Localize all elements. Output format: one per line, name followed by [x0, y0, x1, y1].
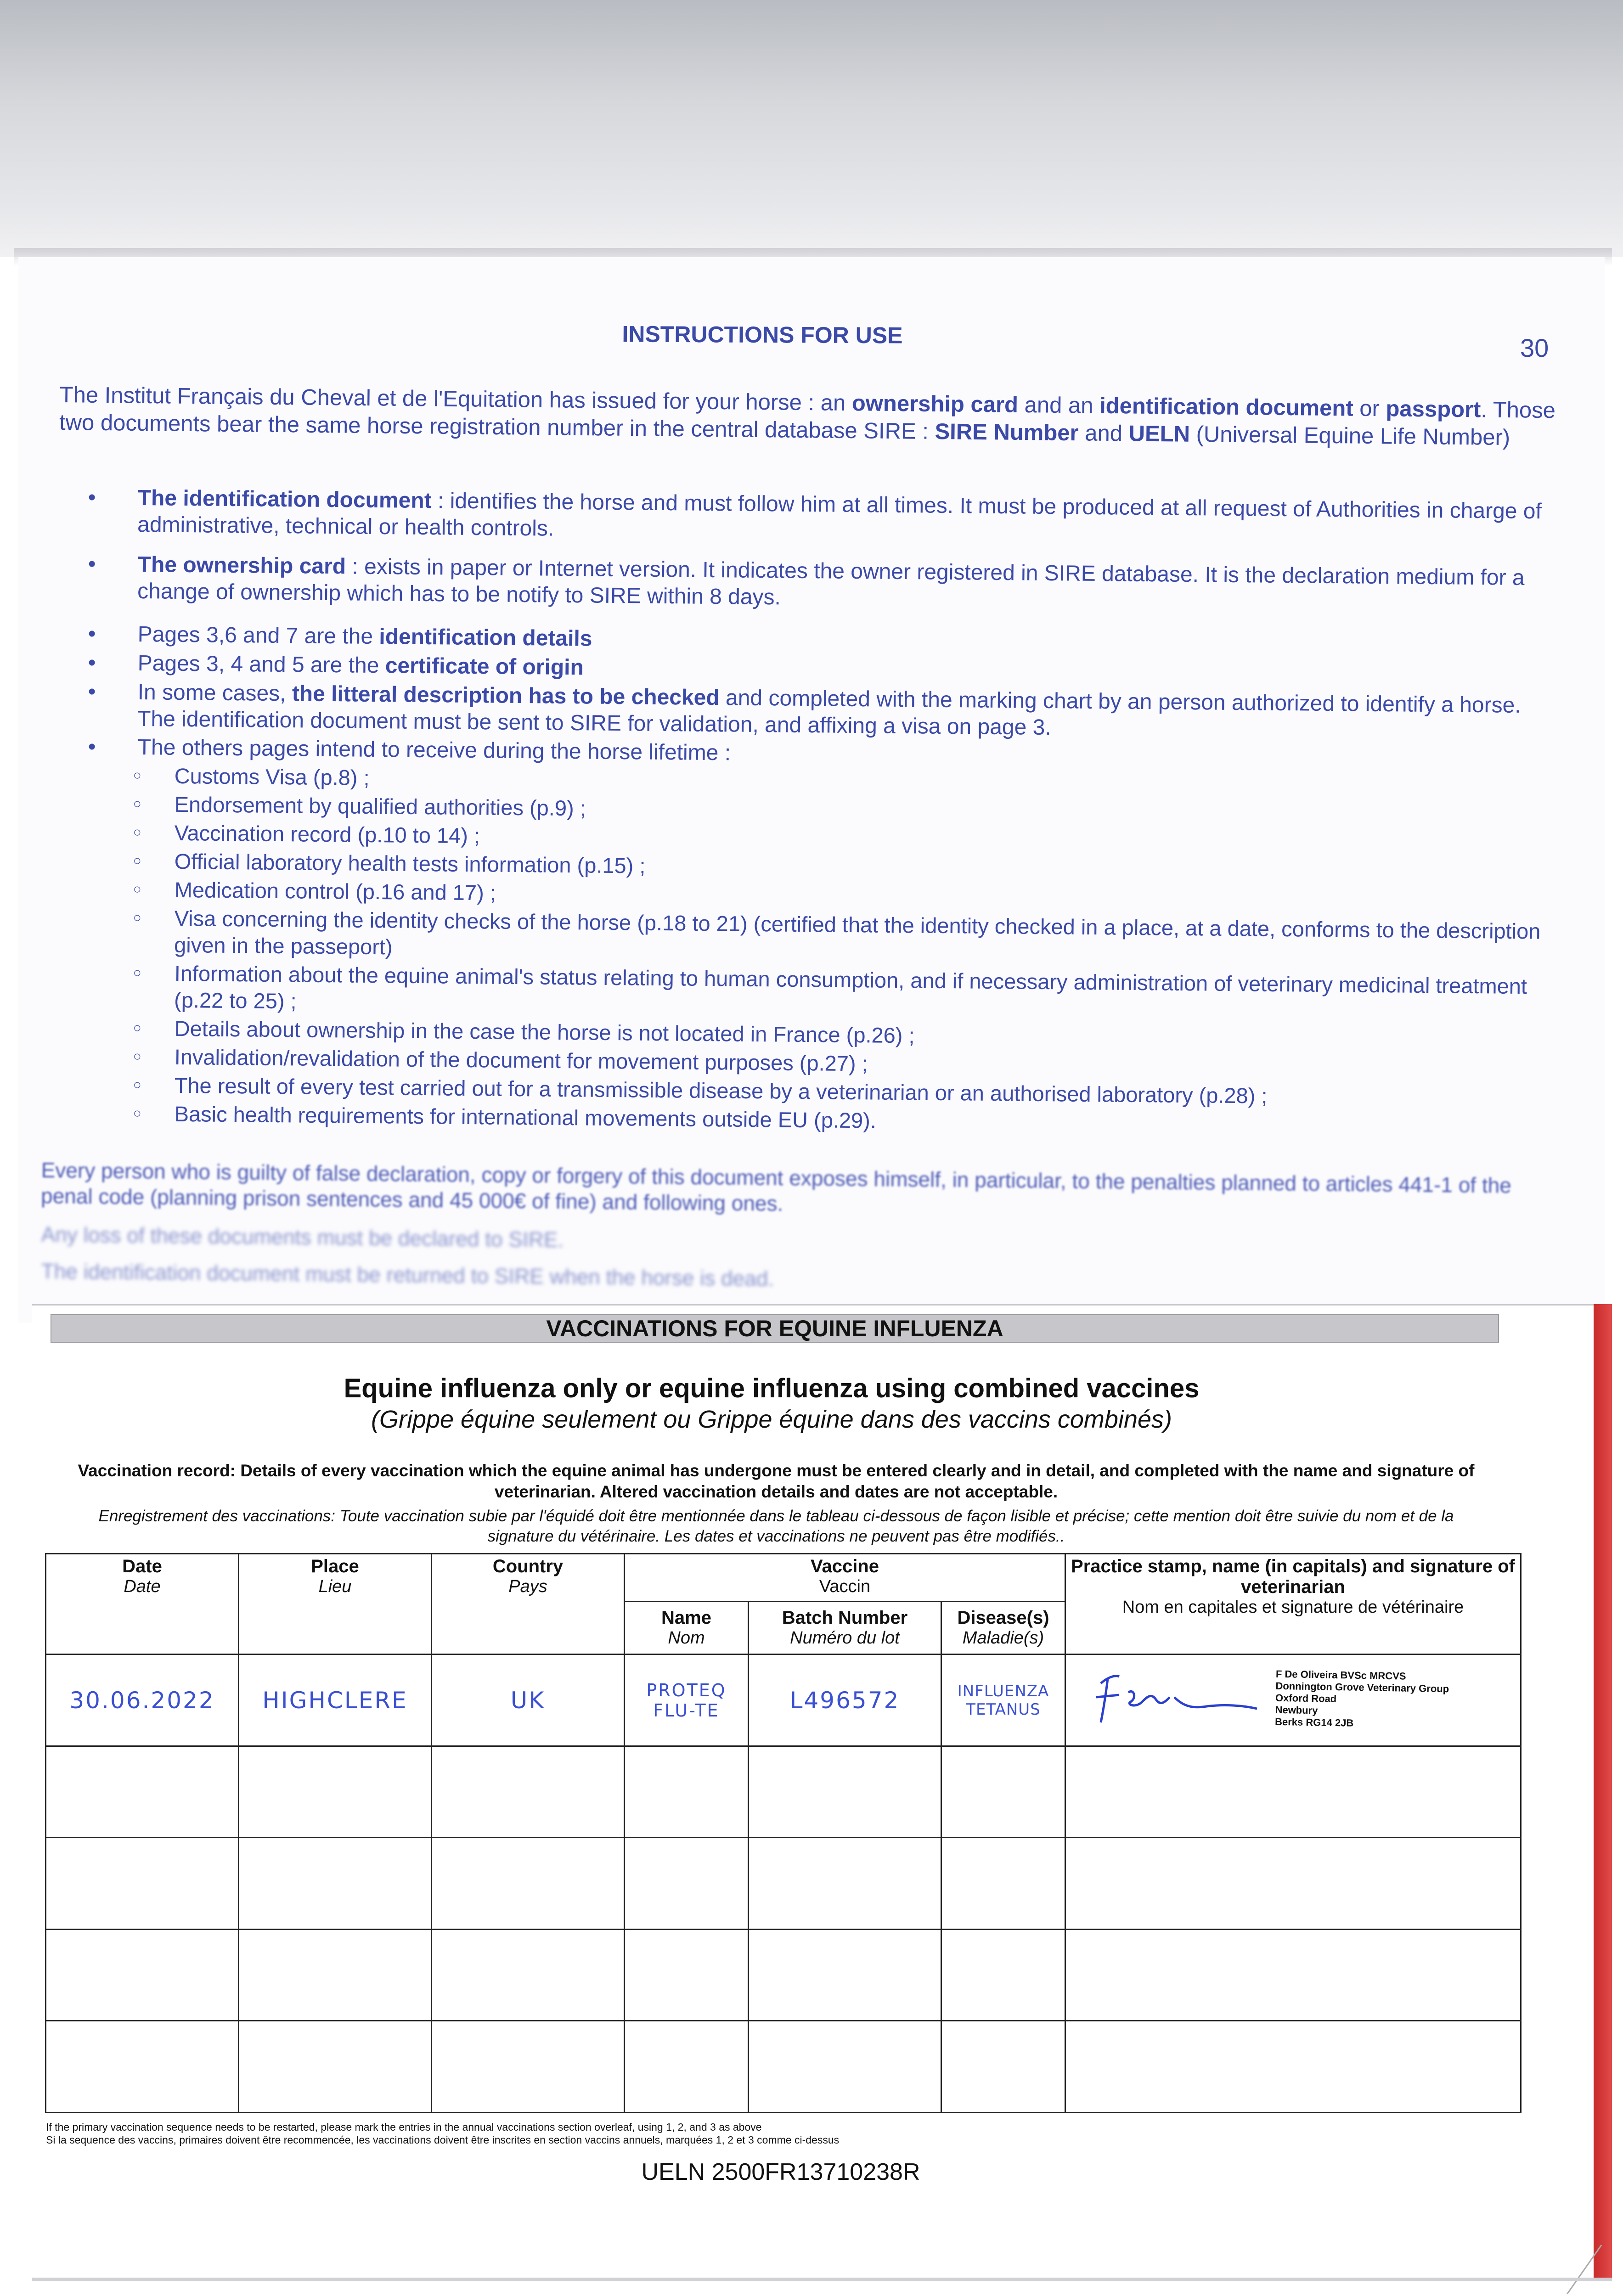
col-label-fr: Vaccin: [819, 1577, 871, 1596]
empty-cell: [239, 1838, 432, 1930]
passport-cover-edge: [1594, 1304, 1612, 2278]
ueln-number: UELN 2500FR13710238R: [641, 2159, 920, 2185]
stamp-line: F De Oliveira BVSc MRCVS: [1275, 1668, 1406, 1683]
sub-item-text: Information about the equine animal's status relating to human consumption, and if necessary administration of veterinary medicinal treatment (p.22 to 25) ;: [174, 961, 1527, 1013]
col-label: Date: [122, 1556, 162, 1576]
bullet-dot: •: [88, 551, 96, 577]
footnote-fr: Si la sequence des vaccins, primaires doivent être recommencée, les vaccinations doivent être inscrites en section vaccins annuels, marquées 1, 2 et 3 comme ci-dessus: [46, 2134, 840, 2146]
bullet-dot: •: [88, 621, 96, 647]
intro-bold: UELN: [1128, 421, 1190, 447]
bullet-dot: •: [88, 485, 96, 510]
vaccination-record-fr: Enregistrement des vaccinations: Toute vaccination subie par l'équidé doit être mentionnée dans le tableau ci-dessous de façon lisible et précise; cette mention doit être suivie du nom et de la signature du vétérinaire. Les dates et vaccinations ne peuvent pas être modifiés..: [98, 1507, 1454, 1545]
empty-cell: [239, 2021, 432, 2113]
footnote-en: If the primary vaccination sequence needs to be restarted, please mark the entries in the annual vaccinations section overleaf, using 1, 2, and 3 as above: [46, 2121, 762, 2133]
sub-item-text: Visa concerning the identity checks of the horse (p.18 to 21) (certified that the identity checked in a place, at a date, conforms to the description given in the passeport): [174, 906, 1541, 959]
bullet-bold: certificate of origin: [385, 653, 584, 680]
vaccination-heading-fr: (Grippe équine seulement ou Grippe équine dans des vaccins combinés): [371, 1406, 1172, 1433]
empty-cell: [749, 2021, 941, 2113]
empty-cell: [239, 1929, 432, 2021]
stamp-line: Berks RG14 2JB: [1274, 1716, 1354, 1729]
handwritten-date: 30.06.2022: [69, 1687, 215, 1714]
col-place: [239, 1554, 432, 1654]
col-batch-number: [749, 1601, 941, 1654]
instructions-title: INSTRUCTIONS FOR USE: [622, 321, 903, 349]
col-date: [46, 1554, 239, 1654]
col-vaccine-name: [625, 1601, 749, 1654]
col-label: Practice stamp, name (in capitals) and signature of veterinarian: [1071, 1556, 1515, 1597]
handwritten-vaccine-name: PROTEQ: [646, 1680, 727, 1700]
col-country: [432, 1554, 625, 1654]
circle-bullet-icon: ○: [133, 767, 142, 783]
empty-cell: [625, 1838, 749, 1930]
col-disease: [941, 1601, 1065, 1654]
empty-cell: [1065, 1746, 1521, 1838]
bullet-text: : identifies the horse and must follow him at all times. It must be produced at all request of Authorities in charge of administrative, technical or health controls.: [137, 489, 1542, 541]
bullet-bold: The ownership card: [137, 552, 346, 579]
col-label-fr: Lieu: [318, 1577, 352, 1596]
footnote: [46, 2121, 839, 2146]
intro-text: . Those two documents bear the same horse registration number in the central database SIRE :: [59, 397, 1556, 444]
circle-bullet-icon: ○: [133, 824, 142, 840]
bullet-text: and completed with the marking chart by an person authorized to identify a horse. The identification document must be sent to SIRE for validation, and affixing a visa on page 3.: [137, 686, 1521, 740]
col-label: Batch Number: [782, 1608, 908, 1628]
empty-cell: [46, 1746, 239, 1838]
col-label-fr: Nom en capitales et signature de vétérinaire: [1122, 1598, 1464, 1617]
col-label-fr: Pays: [508, 1577, 547, 1596]
intro-bold: identification document: [1099, 393, 1353, 421]
table-header-row: [46, 1554, 1521, 1602]
loss-notice: Any loss of these documents must be declared to SIRE.: [41, 1222, 564, 1252]
empty-cell: [749, 1838, 941, 1930]
intro-text: The Institut Français du Cheval et de l'Equitation has issued for your horse : an: [59, 382, 852, 416]
handwritten-vaccine-name: FLU-TE: [653, 1700, 720, 1721]
sub-item-text: Medication control (p.16 and 17) ;: [174, 877, 496, 905]
sub-item-text: Invalidation/revalidation of the document for movement purposes (p.27) ;: [174, 1044, 868, 1076]
stamp-line: Oxford Road: [1275, 1692, 1337, 1705]
empty-cell: [1065, 1929, 1521, 2021]
table-row: [46, 2021, 1521, 2113]
intro-bold: passport: [1386, 396, 1481, 422]
sub-item-text: The result of every test carried out for a transmissible disease by a veterinarian or an authorised laboratory (p.28) ;: [174, 1073, 1268, 1108]
table-row: [46, 1746, 1521, 1838]
empty-cell: [1065, 2021, 1521, 2113]
empty-cell: [941, 1838, 1065, 1930]
sub-item-text: Details about ownership in the case the horse is not located in France (p.26) ;: [174, 1016, 915, 1048]
col-label: Disease(s): [957, 1608, 1049, 1628]
empty-cell: [432, 2021, 625, 2113]
entry-disease: [941, 1654, 1065, 1746]
col-label: Place: [311, 1556, 359, 1576]
veterinary-stamp: [1275, 1668, 1449, 1731]
handwritten-country: UK: [510, 1687, 546, 1714]
empty-cell: [941, 2021, 1065, 2113]
sub-item-text: Official laboratory health tests information (p.15) ;: [174, 849, 646, 878]
circle-bullet-icon: ○: [133, 796, 142, 812]
empty-cell: [239, 1746, 432, 1838]
bullet-text: : exists in paper or Internet version. It indicates the owner registered in SIRE database. It is the declaration medium for a change of ownership which has to be notify to SIRE within 8 days.: [137, 554, 1525, 610]
bullet-bold: The identification document: [137, 485, 432, 513]
empty-cell: [432, 1838, 625, 1930]
table-row: [46, 1838, 1521, 1930]
empty-cell: [46, 1838, 239, 1930]
circle-bullet-icon: ○: [133, 1105, 142, 1121]
intro-text: and an: [1018, 392, 1100, 418]
sub-item-text: Vaccination record (p.10 to 14) ;: [174, 820, 480, 848]
penalty-notice: Every person who is guilty of false declaration, copy or forgery of this document exposes himself, in particular, to the penalties planned to articles 441-1 of the penal code (planning prison sentences and 45 000€ of fine) and following ones.: [40, 1158, 1512, 1216]
page-number: 30: [1520, 333, 1549, 362]
sub-item-text: Endorsement by qualified authorities (p.9) ;: [174, 792, 586, 821]
empty-cell: [941, 1746, 1065, 1838]
empty-cell: [432, 1746, 625, 1838]
vaccination-table: [45, 1553, 1522, 2113]
empty-cell: [625, 2021, 749, 2113]
bullet-bold: the litteral description has to be checked: [292, 681, 720, 710]
col-practice: [1065, 1554, 1521, 1654]
handwritten-disease: TETANUS: [966, 1700, 1041, 1719]
entry-place: [239, 1654, 432, 1746]
vaccination-record-en: Vaccination record: Details of every vaccination which the equine animal has undergone must be entered clearly and in detail, and completed with the name and signature of veterinarian. Altered vaccination details and dates are not acceptable.: [78, 1461, 1475, 1501]
empty-cell: [1065, 1838, 1521, 1930]
circle-bullet-icon: ○: [133, 1077, 142, 1093]
veterinarian-signature: [1087, 1665, 1262, 1729]
empty-cell: [749, 1929, 941, 2021]
bullet-text: Pages 3, 4 and 5 are the: [137, 651, 386, 678]
bullet-text: Pages 3,6 and 7 are the: [137, 622, 379, 649]
col-label-fr: Maladie(s): [962, 1628, 1044, 1648]
empty-cell: [432, 1929, 625, 2021]
col-label: Country: [492, 1556, 564, 1576]
table-row: [46, 1929, 1521, 2021]
bullet-dot: •: [88, 734, 96, 760]
handwritten-batch: L496572: [789, 1687, 900, 1714]
col-label-fr: Numéro du lot: [790, 1628, 900, 1648]
intro-text: or: [1353, 396, 1386, 422]
table-row: [46, 1654, 1521, 1746]
intro-text: and: [1078, 421, 1129, 446]
col-label: Vaccine: [810, 1556, 879, 1576]
circle-bullet-icon: ○: [133, 910, 142, 926]
col-vaccine: [625, 1554, 1065, 1602]
circle-bullet-icon: ○: [133, 881, 142, 897]
stamp-line: Donnington Grove Veterinary Group: [1275, 1680, 1449, 1695]
bullet-text: In some cases,: [137, 680, 293, 706]
bullet-text: The others pages intend to receive during the horse lifetime :: [137, 735, 731, 765]
circle-bullet-icon: ○: [133, 1020, 142, 1036]
stamp-line: Newbury: [1275, 1704, 1318, 1716]
entry-practice-stamp: [1065, 1654, 1521, 1746]
col-label: Name: [661, 1608, 711, 1628]
empty-cell: [941, 1929, 1065, 2021]
circle-bullet-icon: ○: [133, 965, 142, 981]
sub-item-text: Customs Visa (p.8) ;: [174, 763, 370, 790]
circle-bullet-icon: ○: [133, 853, 142, 869]
bullet-dot: •: [88, 650, 96, 675]
bullet-dot: •: [88, 679, 96, 704]
vaccination-section-bar: VACCINATIONS FOR EQUINE INFLUENZA: [51, 1314, 1499, 1343]
entry-batch-number: [749, 1654, 941, 1746]
empty-cell: [46, 2021, 239, 2113]
entry-country: [432, 1654, 625, 1746]
circle-bullet-icon: ○: [133, 1048, 142, 1064]
empty-cell: [625, 1929, 749, 2021]
scan-shadow-top: [0, 0, 1623, 257]
page-bottom-edge: [32, 2278, 1612, 2281]
entry-date: [46, 1654, 239, 1746]
entry-vaccine-name: [625, 1654, 749, 1746]
col-label-fr: Nom: [668, 1628, 705, 1648]
intro-bold: ownership card: [851, 391, 1019, 417]
empty-cell: [625, 1746, 749, 1838]
vaccination-heading-en: Equine influenza only or equine influenza using combined vaccines: [344, 1373, 1200, 1403]
handwritten-place: HIGHCLERE: [262, 1687, 408, 1714]
intro-bold: SIRE Number: [935, 419, 1079, 446]
sub-item-text: Basic health requirements for international movements outside EU (p.29).: [174, 1101, 877, 1133]
empty-cell: [749, 1746, 941, 1838]
handwritten-disease: INFLUENZA: [957, 1682, 1049, 1700]
bullet-bold: identification details: [379, 625, 592, 651]
col-label-fr: Date: [124, 1577, 161, 1596]
empty-cell: [46, 1929, 239, 2021]
intro-text: (Universal Equine Life Number): [1189, 422, 1510, 450]
return-notice: The identification document must be returned to SIRE when the horse is dead.: [41, 1259, 774, 1291]
